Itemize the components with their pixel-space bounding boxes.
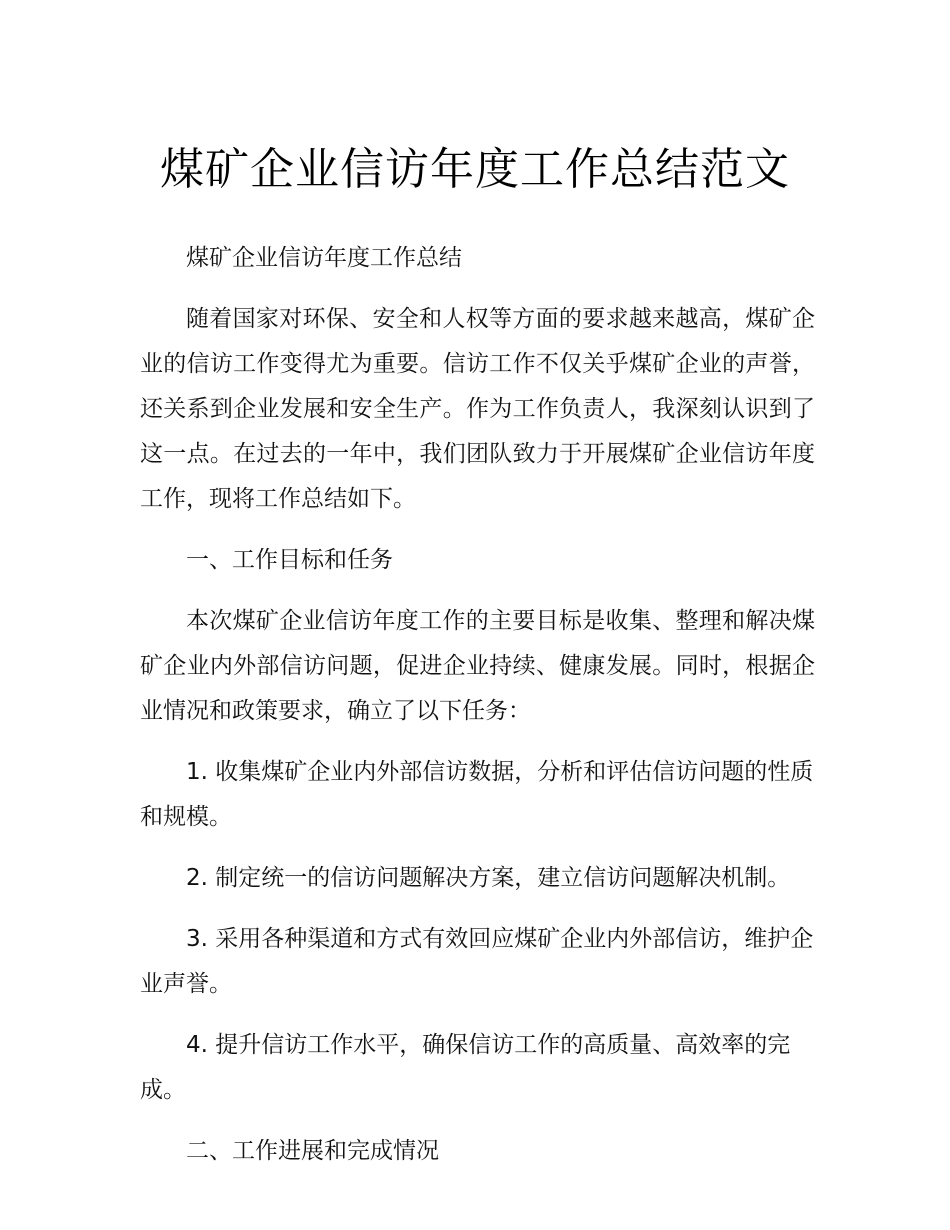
task-item — [140, 750, 815, 840]
task-item — [140, 917, 815, 1007]
section-heading-progress: 二、工作进展和完成情况 — [186, 1138, 439, 1164]
document-body — [140, 236, 815, 1190]
task-item — [140, 856, 815, 901]
task-text: 采用各种渠道和方式有效回应煤矿企业内外部信访，维护企业声誉。 — [140, 926, 814, 997]
task-text: 提升信访工作水平，确保信访工作的高质量、高效率的完成。 — [140, 1032, 791, 1103]
goals-paragraph: 本次煤矿企业信访年度工作的主要目标是收集、整理和解决煤矿企业内外部信访问题，促进企业持续、健康发展。同时，根据企业情况和政策要求，确立了以下任务： — [140, 608, 815, 724]
task-number: 4. — [186, 1032, 208, 1058]
task-number: 1. — [186, 759, 208, 785]
task-number: 2. — [186, 865, 208, 891]
document-title: 煤矿企业信访年度工作总结范文 — [160, 144, 790, 195]
task-text: 制定统一的信访问题解决方案，建立信访问题解决机制。 — [215, 865, 791, 891]
intro-paragraph: 随着国家对环保、安全和人权等方面的要求越来越高，煤矿企业的信访工作变得尤为重要。信访工作不仅关乎煤矿企业的声誉，还关系到企业发展和安全生产。作为工作负责人，我深刻认识到了这一点。在过去的一年中，我们团队致力于开展煤矿企业信访年度工作，现将工作总结如下。 — [140, 306, 815, 512]
document-subtitle: 煤矿企业信访年度工作总结 — [186, 245, 462, 271]
task-text: 收集煤矿企业内外部信访数据，分析和评估信访问题的性质和规模。 — [140, 759, 814, 830]
task-number: 3. — [186, 926, 208, 952]
task-item — [140, 1023, 815, 1113]
section-heading-goals: 一、工作目标和任务 — [186, 547, 393, 573]
